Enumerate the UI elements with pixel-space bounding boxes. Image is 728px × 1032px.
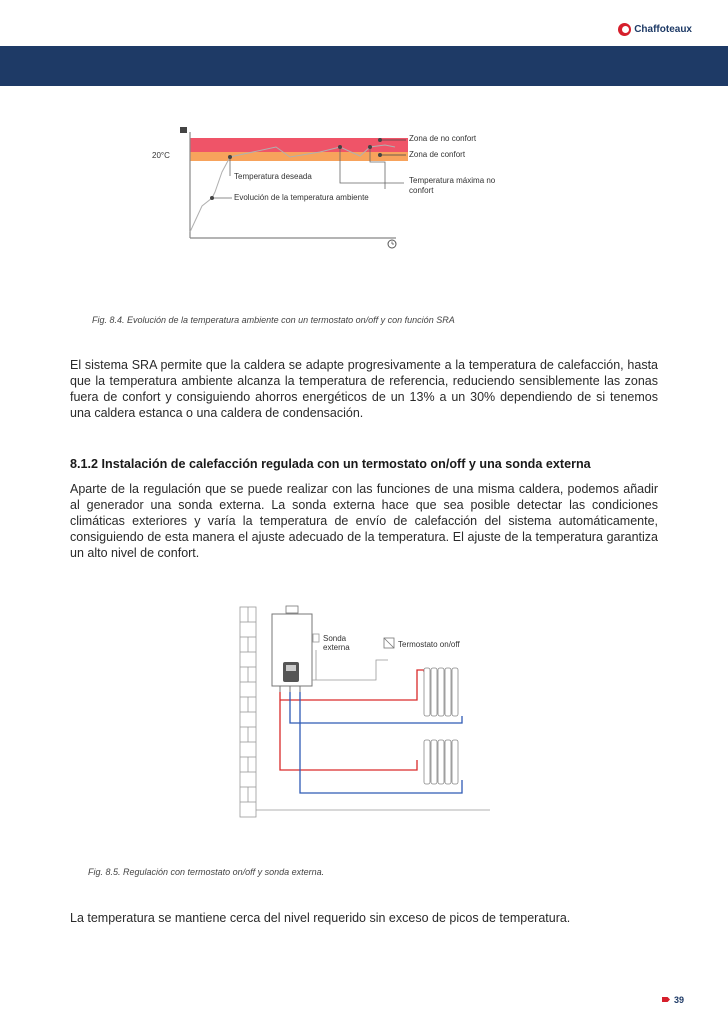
- paragraph-conclusion: La temperatura se mantiene cerca del nivel requerido sin exceso de picos de temperatura.: [70, 911, 571, 925]
- zona-confort-band: [190, 152, 408, 161]
- label-sonda-externa: Sonda externa: [323, 634, 350, 652]
- label-zona-confort: Zona de confort: [409, 150, 466, 159]
- label-20c: 20°C: [152, 151, 170, 160]
- label-zona-no-confort: Zona de no confort: [409, 134, 477, 143]
- paragraph-sra: El sistema SRA permite que la caldera se adapte progresivamente a la temperatura de calefacción, hasta que la temperatura ambiente alcanza la temperatura de referencia, reduciendo sensiblemente las zonas fuera de confort y consiguiendo ahorros energéticos de un 13% a un 30% dependiendo de si tenemos una caldera estanca o una caldera de condensación.: [70, 358, 658, 420]
- chaffoteaux-logo-icon: [618, 23, 631, 36]
- figure-caption-8-5: Fig. 8.5. Regulación con termostato on/off y sonda externa.: [88, 867, 325, 877]
- termostato-icon: [384, 638, 394, 648]
- radiator-top: [424, 668, 458, 716]
- label-termostato: Termostato on/off: [398, 640, 460, 649]
- page-number: 39: [673, 995, 684, 1005]
- thermostat-wire: [312, 660, 388, 680]
- section-paragraph: Aparte de la regulación que se puede realizar con las funciones de una misma caldera, podemos añadir al generador una sonda externa. La sonda externa hace que sea posible detectar las condiciones climáticas exteriores y varía la temperatura de envío de calefacción del sistema automáticamente, consiguiendo de esta manera el ajuste adecuado de la temperatura. El ajuste de la temperatura garantiza un alto nivel de confort.: [70, 482, 658, 560]
- label-temperatura-maxima: Temperatura máxima no confort: [409, 176, 496, 195]
- thermometer-icon: [180, 127, 187, 133]
- section-title: 8.1.2 Instalación de calefacción regulada con un termostato on/off y una sonda externa: [70, 457, 591, 471]
- installation-diagram: [0, 600, 728, 830]
- temperature-evolution-figure: [0, 120, 728, 260]
- sonda-externa-icon: [313, 634, 319, 642]
- page-arrow-icon: [662, 997, 670, 1002]
- brand-name: Chaffoteaux: [634, 24, 692, 35]
- radiator-bottom: [424, 740, 458, 784]
- label-temperatura-deseada: Temperatura deseada: [234, 172, 312, 181]
- label-evolucion: Evolución de la temperatura ambiente: [234, 193, 369, 202]
- boiler: [272, 606, 312, 692]
- header-band: [0, 46, 728, 86]
- brand-logo: [618, 23, 692, 36]
- figure-caption-8-4: Fig. 8.4. Evolución de la temperatura ambiente con un termostato on/off y con función SRA: [92, 315, 455, 325]
- clock-icon: [388, 240, 396, 248]
- brick-wall: [240, 607, 256, 817]
- zona-no-confort-band: [190, 138, 408, 152]
